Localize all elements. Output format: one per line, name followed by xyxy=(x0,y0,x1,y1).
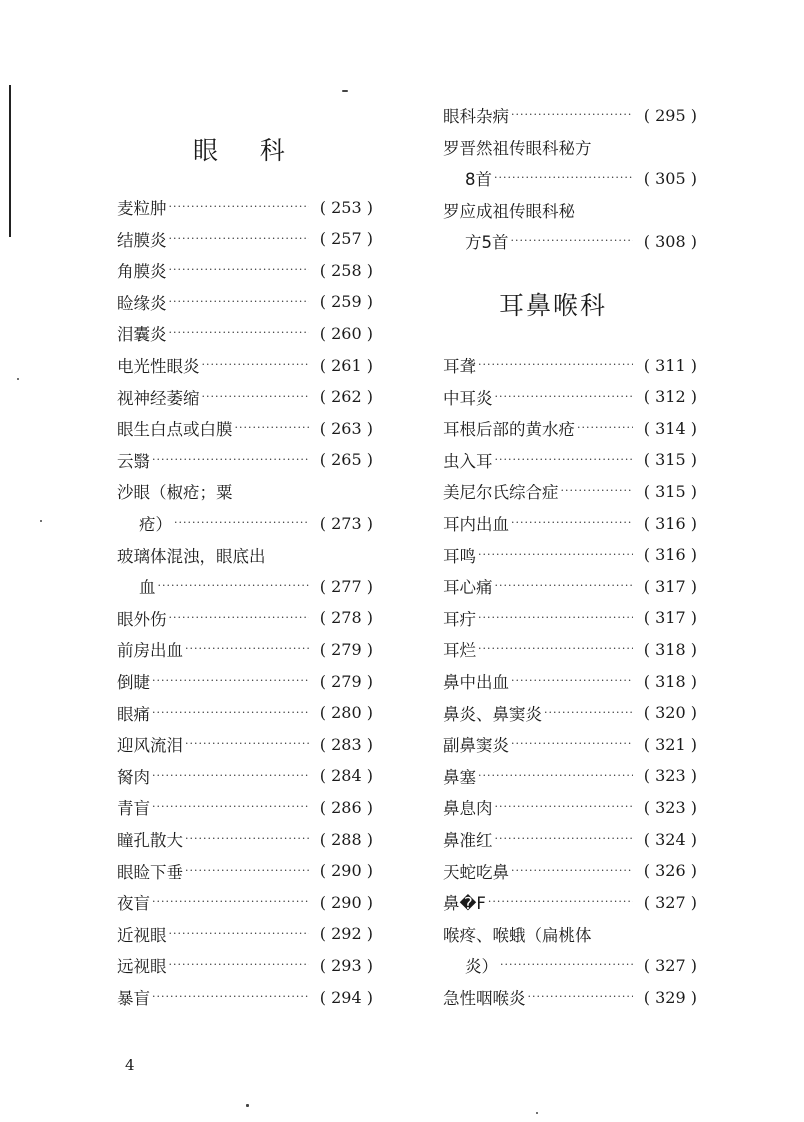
dot-leader xyxy=(169,960,310,970)
toc-entry-title: 角膜炎 xyxy=(117,262,167,282)
toc-entry-title: 副鼻窦炎 xyxy=(443,736,509,756)
toc-entry-title: 鼻准红 xyxy=(443,831,493,850)
dot-leader xyxy=(152,455,309,465)
toc-entry-title: 云翳 xyxy=(117,451,150,471)
toc-entry-page: ( 286 ) xyxy=(319,797,373,817)
toc-entry[interactable] xyxy=(443,134,697,160)
toc-entry-page: ( 329 ) xyxy=(643,987,697,1007)
toc-entry[interactable] xyxy=(443,384,697,410)
toc-entry[interactable] xyxy=(443,228,697,254)
toc-entry[interactable] xyxy=(117,700,373,726)
toc-entry-page: ( 317 ) xyxy=(643,576,697,596)
dot-leader xyxy=(174,518,309,528)
toc-entry[interactable] xyxy=(117,257,373,283)
dot-leader xyxy=(169,202,310,212)
toc-entry[interactable] xyxy=(443,889,697,915)
toc-entry[interactable] xyxy=(443,668,697,694)
dot-leader xyxy=(500,960,633,970)
toc-entry[interactable] xyxy=(443,478,697,504)
toc-entry[interactable] xyxy=(443,447,697,473)
toc-entry-page: ( 294 ) xyxy=(319,987,373,1007)
toc-entry-title: 耳聋 xyxy=(443,357,476,376)
toc-entry[interactable] xyxy=(443,731,697,757)
dot-leader xyxy=(511,518,633,528)
toc-entry-title: 耳鸣 xyxy=(443,546,476,566)
toc-entry[interactable] xyxy=(117,542,373,568)
page-number: 4 xyxy=(125,1056,135,1074)
toc-entry-page: ( 327 ) xyxy=(643,955,697,975)
toc-entry-title: 玻璃体混浊，眼底出 xyxy=(117,546,266,566)
toc-entry-page: ( 258 ) xyxy=(319,260,373,280)
toc-entry-page: ( 305 ) xyxy=(643,168,697,188)
toc-entry[interactable] xyxy=(443,605,697,631)
toc-entry-page: ( 253 ) xyxy=(319,197,373,217)
toc-entry-title: 天蛇吃鼻 xyxy=(443,862,509,882)
toc-entry[interactable] xyxy=(443,542,697,568)
toc-entry[interactable] xyxy=(117,984,373,1010)
toc-entry[interactable] xyxy=(117,289,373,315)
dot-leader xyxy=(544,708,633,718)
toc-entry[interactable] xyxy=(117,889,373,915)
dot-leader xyxy=(494,173,633,183)
toc-entry[interactable] xyxy=(443,826,697,852)
toc-entry-title: 迎风流泪 xyxy=(117,736,183,756)
dot-leader xyxy=(185,644,309,654)
dot-leader xyxy=(152,992,309,1002)
toc-entry-title: 耳根后部的黄水疮 xyxy=(443,420,575,440)
toc-entry-page: ( 290 ) xyxy=(319,861,373,881)
toc-entry-title: 近视眼 xyxy=(117,925,167,945)
dot-leader xyxy=(511,676,633,686)
dot-leader xyxy=(185,739,309,749)
toc-entry-title: 喉疼、喉蛾（扁桃体 xyxy=(443,925,592,945)
dot-leader xyxy=(202,360,310,370)
toc-entry[interactable] xyxy=(117,921,373,947)
toc-entry-page: ( 292 ) xyxy=(319,924,373,944)
toc-entry-title: 耳心痛 xyxy=(443,578,493,598)
toc-entry-title: 耳烂 xyxy=(443,641,476,661)
dot-leader xyxy=(158,581,310,591)
toc-entry-title: 前房出血 xyxy=(117,641,183,661)
dot-leader xyxy=(478,360,633,370)
toc-entry-title: 鼻中出血 xyxy=(443,673,509,692)
toc-entry-title: 胬肉 xyxy=(117,767,150,787)
dot-leader xyxy=(169,328,310,338)
toc-entry[interactable] xyxy=(117,384,373,410)
toc-entry-page: ( 283 ) xyxy=(319,734,373,754)
toc-entry-page: ( 308 ) xyxy=(643,231,697,251)
toc-entry[interactable] xyxy=(443,510,697,536)
toc-entry-title: 鼻息肉 xyxy=(443,799,493,819)
scan-speck xyxy=(342,90,348,92)
dot-leader xyxy=(169,265,310,275)
dot-leader xyxy=(169,929,310,939)
scan-speck xyxy=(246,1104,249,1107)
toc-entry[interactable] xyxy=(443,984,697,1010)
dot-leader xyxy=(478,550,633,560)
dot-leader xyxy=(185,834,309,844)
toc-entry-title: 睑缘炎 xyxy=(117,293,167,313)
toc-entry[interactable] xyxy=(117,763,373,789)
toc-entry-title: 美尼尔氏综合症 xyxy=(443,483,559,503)
dot-leader xyxy=(478,644,633,654)
toc-entry-page: ( 315 ) xyxy=(643,481,697,501)
toc-entry-title: 瞳孔散大 xyxy=(117,831,183,850)
toc-entry[interactable] xyxy=(443,102,697,128)
toc-entry-title: 沙眼（椒疮；粟 xyxy=(117,483,233,503)
toc-entry[interactable] xyxy=(443,573,697,599)
toc-entry-page: ( 280 ) xyxy=(319,703,373,723)
toc-entry-page: ( 320 ) xyxy=(643,703,697,723)
toc-entry-title: 麦粒肿 xyxy=(117,199,167,218)
toc-entry-title: 罗晋然祖传眼科秘方 xyxy=(443,138,592,158)
dot-leader xyxy=(169,613,310,623)
dot-leader xyxy=(235,423,310,433)
toc-entry[interactable] xyxy=(443,352,697,378)
dot-leader xyxy=(511,110,633,120)
toc-entry-title: 疮） xyxy=(139,515,172,534)
dot-leader xyxy=(478,613,633,623)
toc-entry-page: ( 326 ) xyxy=(643,861,697,881)
toc-entry-page: ( 318 ) xyxy=(643,639,697,659)
toc-entry-title: 眼外伤 xyxy=(117,609,167,629)
toc-entry-title: 电光性眼炎 xyxy=(117,357,200,376)
toc-entry-title: 耳内出血 xyxy=(443,515,509,534)
dot-leader xyxy=(169,297,310,307)
dot-leader xyxy=(152,676,309,686)
toc-entry-title: 远视眼 xyxy=(117,957,167,977)
dot-leader xyxy=(495,455,634,465)
toc-entry-title: 虫入耳 xyxy=(443,451,493,471)
toc-entry[interactable] xyxy=(443,636,697,662)
scan-speck xyxy=(17,378,19,380)
toc-entry-page: ( 279 ) xyxy=(319,639,373,659)
toc-entry-title: 暴盲 xyxy=(117,989,150,1008)
dot-leader xyxy=(152,771,309,781)
toc-entry-page: ( 273 ) xyxy=(319,513,373,533)
toc-entry[interactable] xyxy=(117,952,373,978)
toc-entry[interactable] xyxy=(117,573,373,599)
toc-entry[interactable] xyxy=(117,226,373,252)
dot-leader xyxy=(495,802,634,812)
toc-entry-page: ( 321 ) xyxy=(643,734,697,754)
scan-margin-line xyxy=(9,223,11,237)
toc-entry-page: ( 260 ) xyxy=(319,323,373,343)
toc-entry[interactable] xyxy=(117,794,373,820)
toc-entry-title: 方5首 xyxy=(465,233,509,253)
toc-entry[interactable] xyxy=(117,447,373,473)
toc-entry[interactable] xyxy=(117,826,373,852)
dot-leader xyxy=(202,392,310,402)
toc-entry-page: ( 318 ) xyxy=(643,671,697,691)
dot-leader xyxy=(561,486,634,496)
section-title-ophthalmology: 眼 科 xyxy=(193,136,287,165)
dot-leader xyxy=(169,234,310,244)
toc-entry-title: 耳疔 xyxy=(443,609,476,629)
toc-entry-page: ( 317 ) xyxy=(643,608,697,628)
toc-entry-page: ( 293 ) xyxy=(319,955,373,975)
toc-entry[interactable] xyxy=(117,510,373,536)
toc-entry[interactable] xyxy=(443,921,697,947)
toc-entry-title: 眼科杂病 xyxy=(443,107,509,126)
toc-entry[interactable] xyxy=(117,415,373,441)
toc-entry-title: 8首 xyxy=(465,170,492,190)
toc-entry-page: ( 312 ) xyxy=(643,387,697,407)
toc-entry[interactable] xyxy=(117,478,373,504)
dot-leader xyxy=(511,739,633,749)
toc-entry-page: ( 315 ) xyxy=(643,450,697,470)
section-title-ent: 耳鼻喉科 xyxy=(499,291,608,320)
toc-entry-title: 眼生白点或白膜 xyxy=(117,420,233,440)
toc-entry[interactable] xyxy=(117,352,373,378)
toc-entry-title: 血 xyxy=(139,578,156,598)
toc-entry[interactable] xyxy=(117,320,373,346)
dot-leader xyxy=(152,708,309,718)
toc-entry-page: ( 259 ) xyxy=(319,292,373,312)
dot-leader xyxy=(152,897,309,907)
toc-entry-page: ( 324 ) xyxy=(643,829,697,849)
toc-entry-page: ( 316 ) xyxy=(643,545,697,565)
dot-leader xyxy=(185,866,309,876)
toc-entry[interactable] xyxy=(117,731,373,757)
toc-entry-title: 泪囊炎 xyxy=(117,325,167,345)
toc-entry-page: ( 278 ) xyxy=(319,608,373,628)
dot-leader xyxy=(152,802,309,812)
toc-entry-page: ( 262 ) xyxy=(319,387,373,407)
toc-entry[interactable] xyxy=(117,194,373,220)
dot-leader xyxy=(495,392,634,402)
dot-leader xyxy=(577,423,633,433)
toc-entry-page: ( 314 ) xyxy=(643,418,697,438)
toc-entry-title: 急性咽喉炎 xyxy=(443,989,526,1008)
dot-leader xyxy=(528,992,634,1002)
toc-entry-title: 眼睑下垂 xyxy=(117,862,183,882)
toc-entry-title: 视神经萎缩 xyxy=(117,388,200,408)
toc-entry-page: ( 277 ) xyxy=(319,576,373,596)
dot-leader xyxy=(511,866,633,876)
scan-speck xyxy=(40,520,42,522)
dot-leader xyxy=(495,834,634,844)
toc-entry-page: ( 327 ) xyxy=(643,892,697,912)
toc-entry[interactable] xyxy=(443,197,697,223)
toc-entry[interactable] xyxy=(443,952,697,978)
toc-entry-page: ( 323 ) xyxy=(643,766,697,786)
toc-entry-title: 鼻塞 xyxy=(443,767,476,787)
toc-entry-title: 中耳炎 xyxy=(443,388,493,408)
toc-entry[interactable] xyxy=(117,668,373,694)
toc-entry[interactable] xyxy=(443,415,697,441)
toc-entry-title: 鼻炎、鼻窦炎 xyxy=(443,704,542,724)
toc-entry-page: ( 257 ) xyxy=(319,229,373,249)
toc-entry-title: 眼痛 xyxy=(117,704,150,724)
toc-entry[interactable] xyxy=(443,794,697,820)
toc-entry-title: 炎） xyxy=(465,957,498,977)
dot-leader xyxy=(488,897,633,907)
toc-entry-page: ( 263 ) xyxy=(319,418,373,438)
toc-entry[interactable] xyxy=(443,700,697,726)
toc-entry-page: ( 284 ) xyxy=(319,766,373,786)
toc-entry-page: ( 288 ) xyxy=(319,829,373,849)
dot-leader xyxy=(511,236,634,246)
toc-entry-page: ( 295 ) xyxy=(643,105,697,125)
toc-entry-page: ( 311 ) xyxy=(643,355,697,375)
toc-entry[interactable] xyxy=(443,763,697,789)
toc-entry-page: ( 265 ) xyxy=(319,450,373,470)
toc-entry[interactable] xyxy=(117,858,373,884)
toc-entry-title: 结膜炎 xyxy=(117,230,167,250)
toc-entry[interactable] xyxy=(117,636,373,662)
scan-margin-line xyxy=(9,85,11,227)
toc-entry-page: ( 323 ) xyxy=(643,797,697,817)
scan-speck xyxy=(536,1112,538,1114)
toc-entry-title: 罗应成祖传眼科秘 xyxy=(443,201,575,221)
toc-entry-title: 倒睫 xyxy=(117,673,150,692)
toc-entry-page: ( 279 ) xyxy=(319,671,373,691)
toc-entry-page: ( 316 ) xyxy=(643,513,697,533)
toc-entry[interactable] xyxy=(117,605,373,631)
dot-leader xyxy=(495,581,634,591)
toc-entry-page: ( 290 ) xyxy=(319,892,373,912)
toc-entry-page: ( 261 ) xyxy=(319,355,373,375)
toc-entry-title: 青盲 xyxy=(117,799,150,819)
toc-entry[interactable] xyxy=(443,858,697,884)
dot-leader xyxy=(478,771,633,781)
toc-entry[interactable] xyxy=(443,165,697,191)
toc-entry-title: 夜盲 xyxy=(117,894,150,914)
toc-entry-title: 鼻�F xyxy=(443,894,486,914)
